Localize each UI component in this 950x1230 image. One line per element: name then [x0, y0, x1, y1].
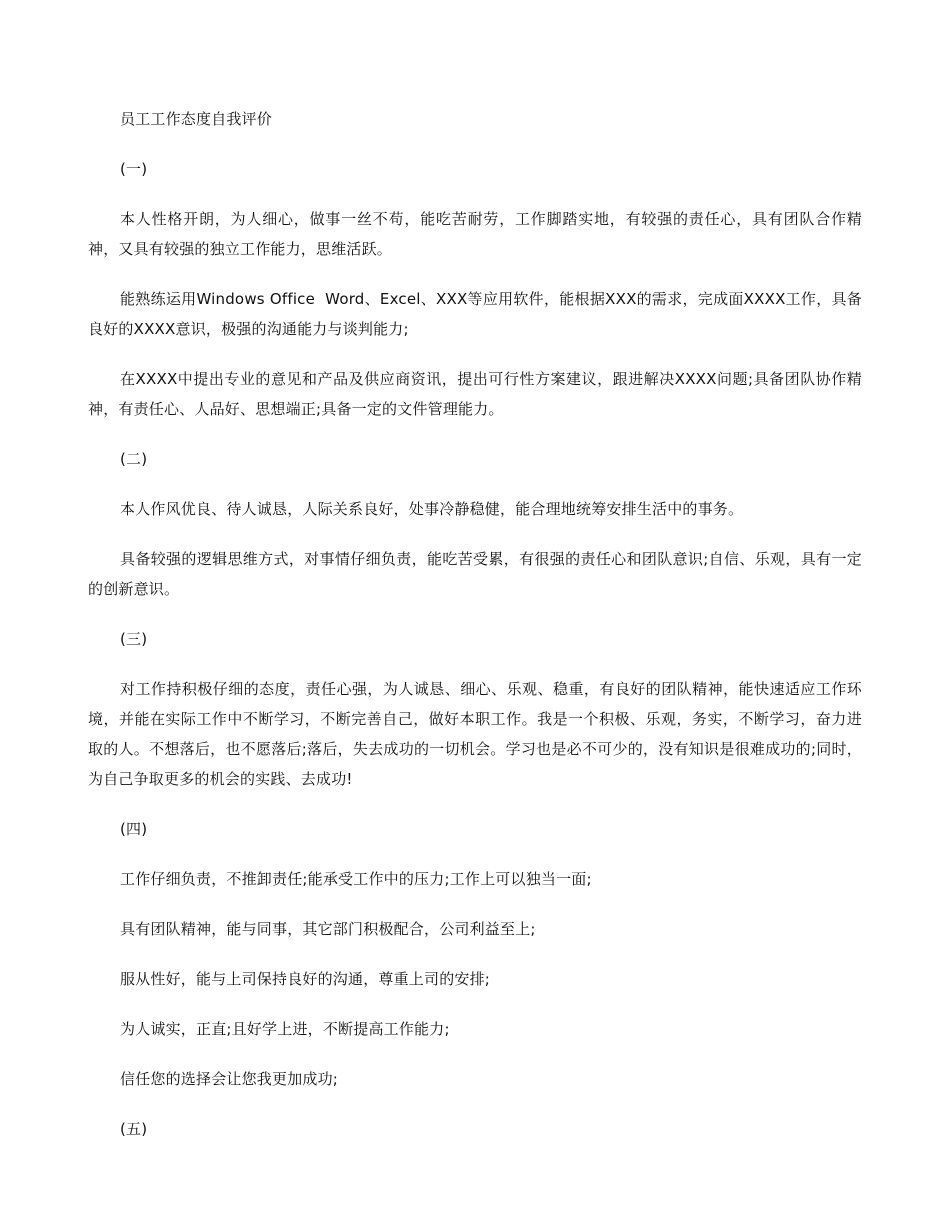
section-4-line-4: 为人诚实，正直;且好学上进，不断提高工作能力; — [120, 1020, 450, 1038]
section-5-heading: (五) — [120, 1120, 148, 1138]
section-1-paragraph-1: 本人性格开朗，为人细心，做事一丝不苟，能吃苦耐劳，工作脚踏实地，有较强的责任心，具有团队合作精神，又具有较强的独立工作能力，思维活跃。 — [88, 210, 862, 258]
section-1-paragraph-2: 能熟练运用Windows Office Word、Excel、XXX等应用软件，能根据XXX的需求，完成面XXXX工作，具备良好的XXXX意识，极强的沟通能力与谈判能力; — [88, 290, 862, 338]
section-4-line-5: 信任您的选择会让您我更加成功; — [120, 1070, 339, 1088]
section-4-line-3: 服从性好，能与上司保持良好的沟通，尊重上司的安排; — [120, 970, 491, 988]
section-1-heading: (一) — [120, 160, 148, 178]
document-title: 员工工作态度自我评价 — [120, 110, 273, 128]
section-4-line-1: 工作仔细负责，不推卸责任;能承受工作中的压力;工作上可以独当一面; — [120, 870, 592, 888]
section-2-paragraph-1: 本人作风优良、待人诚恳，人际关系良好，处事冷静稳健，能合理地统筹安排生活中的事务。 — [120, 500, 744, 518]
section-4-heading: (四) — [120, 820, 148, 838]
section-1-paragraph-3: 在XXXX中提出专业的意见和产品及供应商资讯，提出可行性方案建议，跟进解决XXXX问题;具备团队协作精神，有责任心、人品好、思想端正;具备一定的文件管理能力。 — [88, 370, 862, 418]
section-3-heading: (三) — [120, 630, 148, 648]
section-2-heading: (二) — [120, 450, 148, 468]
section-4-line-2: 具有团队精神，能与同事，其它部门积极配合，公司利益至上; — [120, 920, 536, 938]
section-3-paragraph-1: 对工作持积极仔细的态度，责任心强，为人诚恳、细心、乐观、稳重，有良好的团队精神，能快速适应工作环境，并能在实际工作中不断学习，不断完善自己，做好本职工作。我是一个积极、乐观，务实，不断学习，奋力进取的人。不想落后，也不愿落后;落后，失去成功的一切机会。学习也是必不可少的，没有知识是很难成功的;同时，为自己争取更多的机会的实践、去成功! — [88, 680, 862, 788]
section-2-paragraph-2: 具备较强的逻辑思维方式，对事情仔细负责，能吃苦受累，有很强的责任心和团队意识;自信、乐观，具有一定的创新意识。 — [88, 550, 862, 598]
